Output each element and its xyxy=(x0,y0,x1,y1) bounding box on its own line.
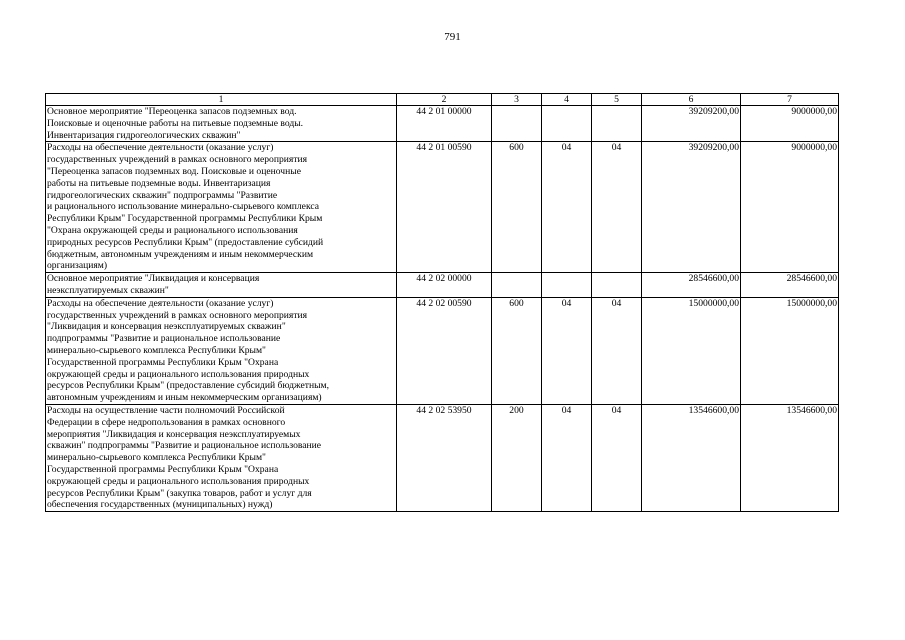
row-expense-type: 200 xyxy=(492,404,542,511)
table-row xyxy=(46,297,839,404)
row-target-code: 44 2 02 00590 xyxy=(397,297,492,404)
row-expense-type: 600 xyxy=(492,297,542,404)
row-name: Основное мероприятие "Ликвидация и консервация неэксплуатируемых скважин" xyxy=(46,273,397,298)
row-amount-col6: 39209200,00 xyxy=(642,106,741,142)
row-name: Расходы на обеспечение деятельности (оказание услуг) государственных учреждений в рамках основного мероприятия "Ликвидация и консервация неэксплуатируемых скважин" подпрограммы "Развитие и рациональное использование минерально-сырьевого комплекса Республики Крым" Государственной программы Республики Крым "Охрана окружающей среды и рационального использования природных ресурсов Республики Крым" (предоставление субсидий бюджетным, автономным учреждениям и иным некоммерческим организациям) xyxy=(46,297,397,404)
header-col-6: 6 xyxy=(642,94,741,106)
table-row xyxy=(46,142,839,273)
row-subsection: 04 xyxy=(592,297,642,404)
row-expense-type: 600 xyxy=(492,142,542,273)
row-section: 04 xyxy=(542,142,592,273)
row-amount-col7: 9000000,00 xyxy=(741,142,839,273)
row-amount-col6: 28546600,00 xyxy=(642,273,741,298)
row-amount-col6: 13546600,00 xyxy=(642,404,741,511)
table-row xyxy=(46,273,839,298)
header-col-1: 1 xyxy=(46,94,397,106)
row-subsection: 04 xyxy=(592,404,642,511)
row-subsection xyxy=(592,106,642,142)
row-amount-col7: 9000000,00 xyxy=(741,106,839,142)
table-row xyxy=(46,404,839,511)
row-name: Расходы на обеспечение деятельности (оказание услуг) государственных учреждений в рамках основного мероприятия "Переоценка запасов подземных вод. Поисковые и оценочные работы на питьевые подземные воды. Инвентаризация гидрогеологических скважин" подпрограммы "Развитие и рационального использование минерально-сырьевого комплекса Республики Крым" Государственной программы Республики Крым "Охрана окружающей среды и рационального использования природных ресурсов Республики Крым" (предоставление субсидий бюджетным, автономным учреждениям и иным некоммерческим организациям) xyxy=(46,142,397,273)
table-row xyxy=(46,106,839,142)
row-section xyxy=(542,106,592,142)
budget-table xyxy=(45,93,839,512)
row-expense-type xyxy=(492,106,542,142)
row-target-code: 44 2 01 00590 xyxy=(397,142,492,273)
row-target-code: 44 2 02 53950 xyxy=(397,404,492,511)
row-amount-col7: 13546600,00 xyxy=(741,404,839,511)
row-amount-col6: 39209200,00 xyxy=(642,142,741,273)
header-col-7: 7 xyxy=(741,94,839,106)
row-subsection xyxy=(592,273,642,298)
row-amount-col7: 15000000,00 xyxy=(741,297,839,404)
row-target-code: 44 2 02 00000 xyxy=(397,273,492,298)
row-expense-type xyxy=(492,273,542,298)
header-col-5: 5 xyxy=(592,94,642,106)
row-target-code: 44 2 01 00000 xyxy=(397,106,492,142)
header-row xyxy=(46,94,839,106)
row-name: Основное мероприятие "Переоценка запасов подземных вод. Поисковые и оценочные работы на питьевые подземные воды. Инвентаризация гидрогеологических скважин" xyxy=(46,106,397,142)
row-section: 04 xyxy=(542,404,592,511)
row-subsection: 04 xyxy=(592,142,642,273)
row-name: Расходы на осуществление части полномочий Российской Федерации в сфере недропользования в рамках основного мероприятия "Ликвидация и консервация неэксплуатируемых скважин" подпрограммы "Развитие и рациональное использование минерально-сырьевого комплекса Республики Крым" Государственной программы Республики Крым "Охрана окружающей среды и рационального использования природных ресурсов Республики Крым" (закупка товаров, работ и услуг для обеспечения государственных (муниципальных) нужд) xyxy=(46,404,397,511)
header-col-2: 2 xyxy=(397,94,492,106)
row-section xyxy=(542,273,592,298)
row-amount-col6: 15000000,00 xyxy=(642,297,741,404)
row-amount-col7: 28546600,00 xyxy=(741,273,839,298)
row-section: 04 xyxy=(542,297,592,404)
header-col-3: 3 xyxy=(492,94,542,106)
page-number: 791 xyxy=(444,31,461,43)
header-col-4: 4 xyxy=(542,94,592,106)
